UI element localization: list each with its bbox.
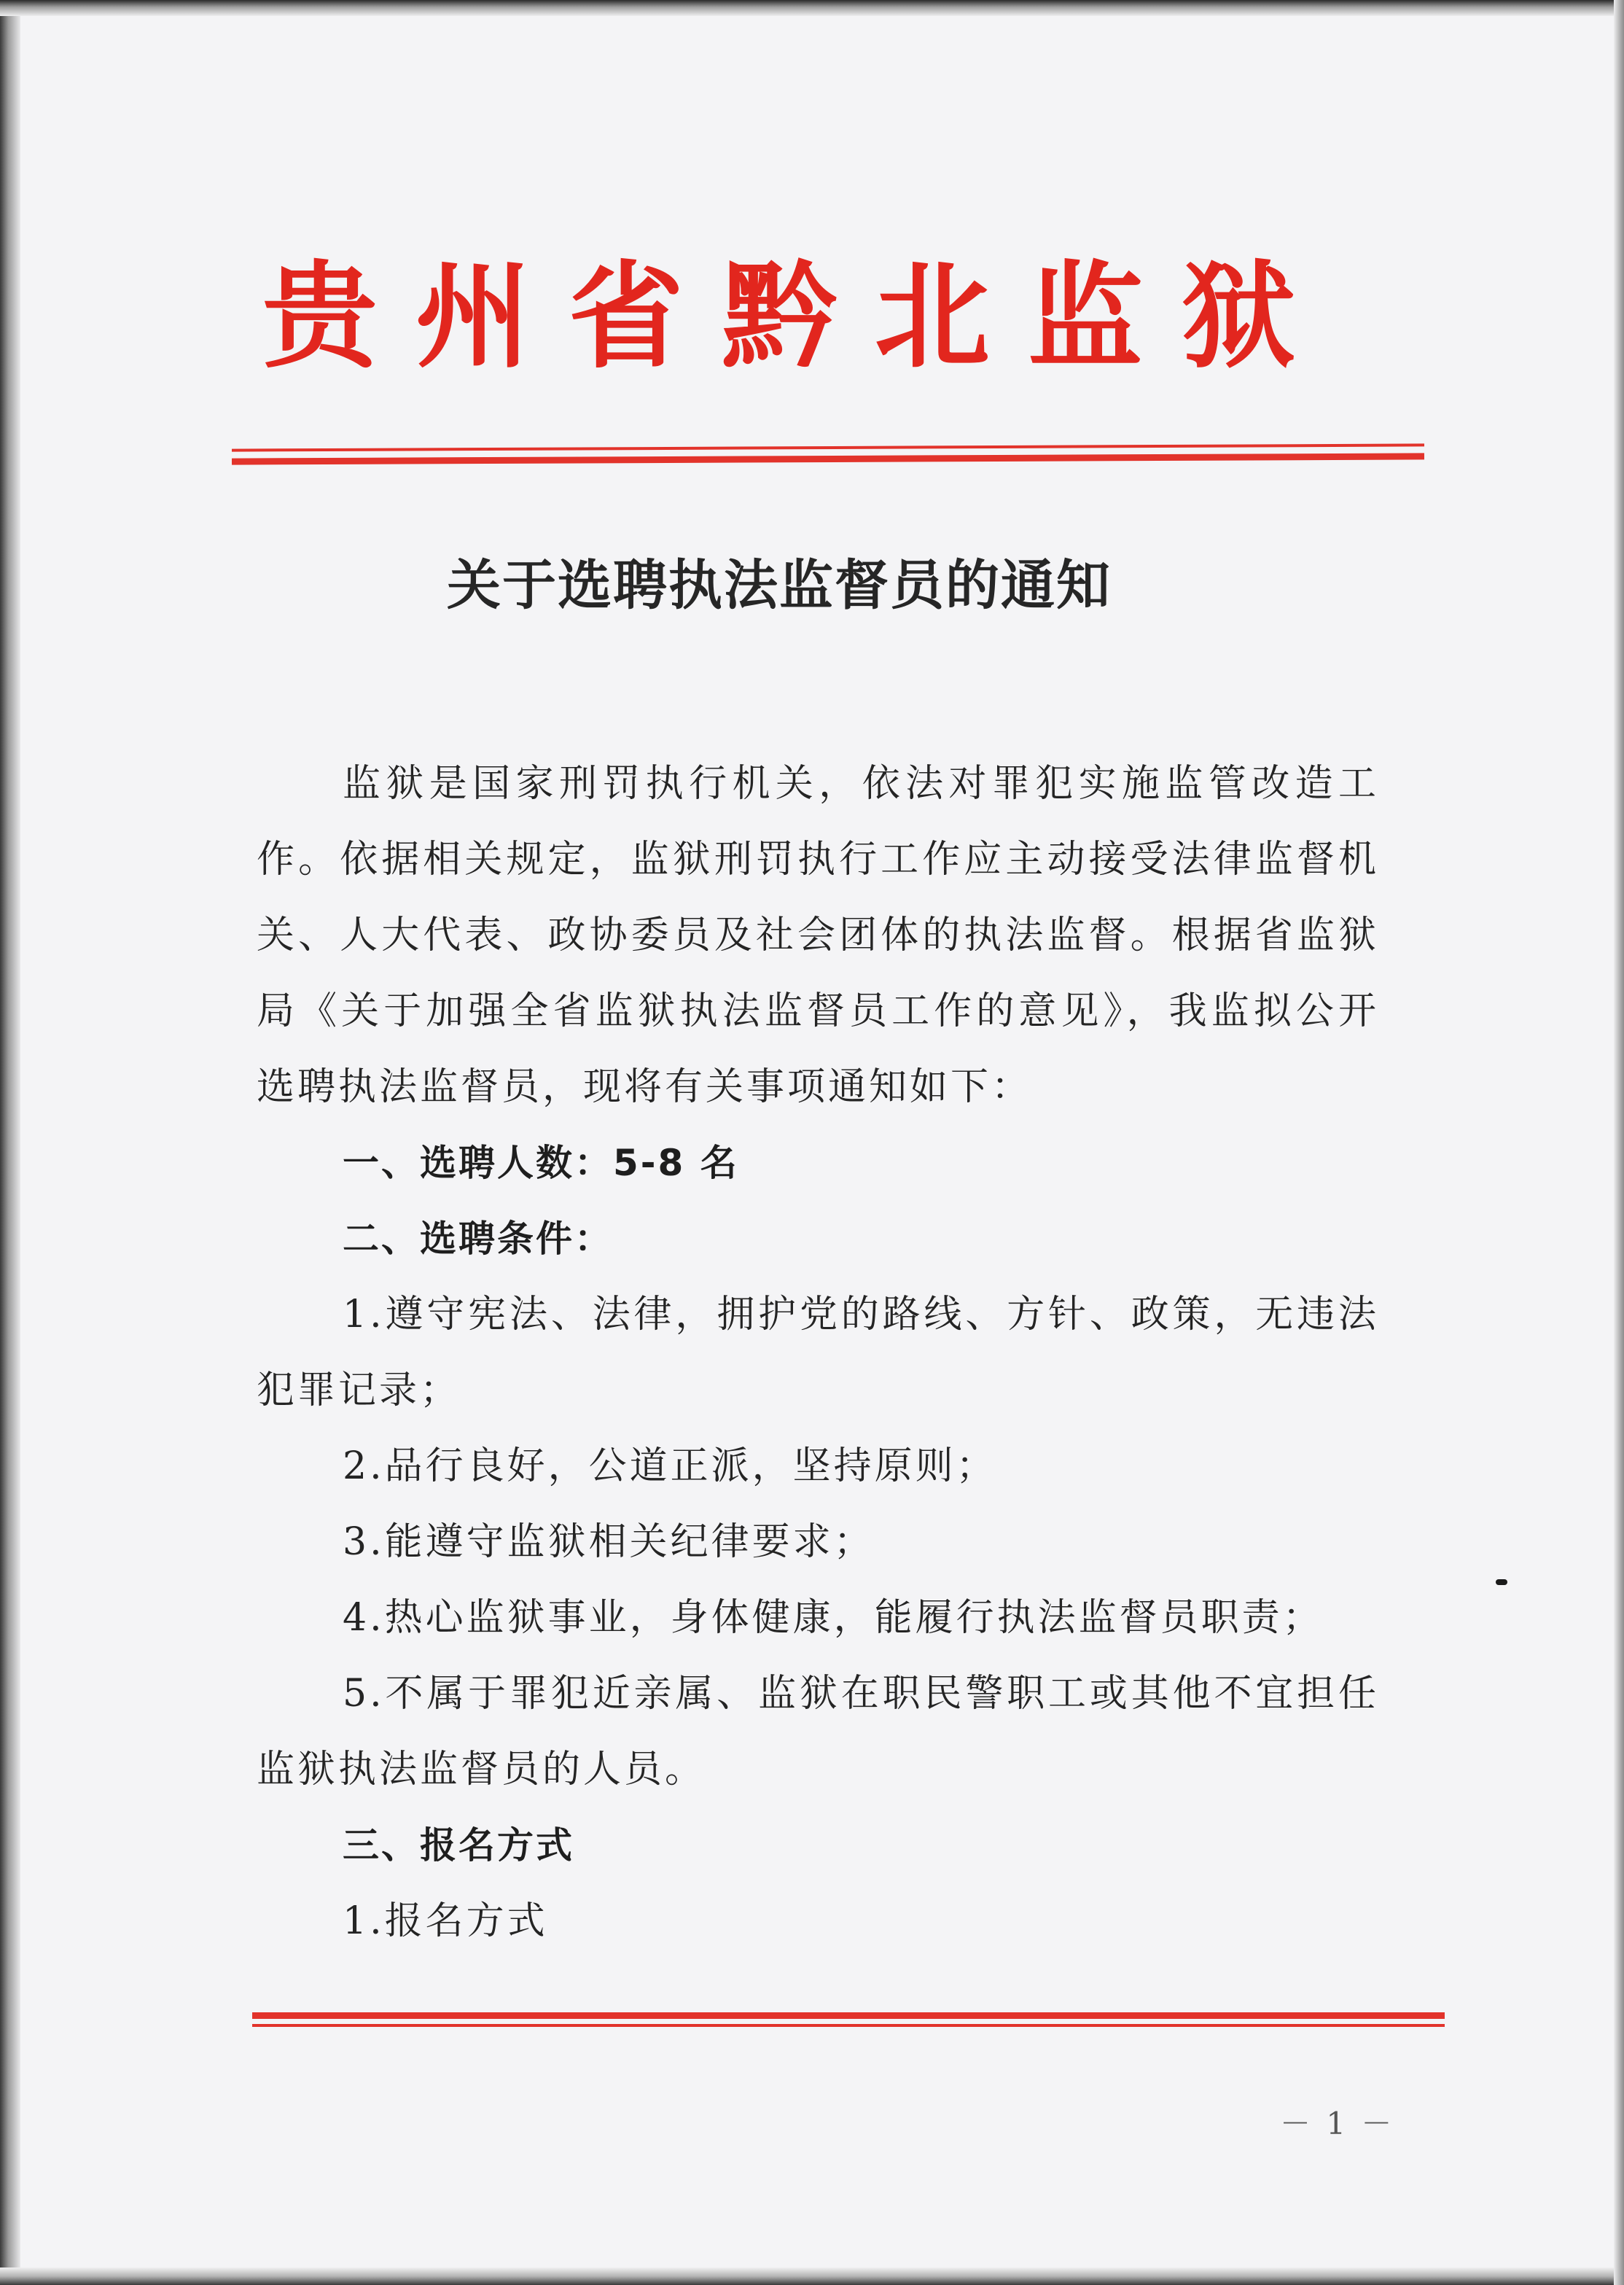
condition-item: 4.热心监狱事业，身体健康，能履行执法监督员职责； (343, 1596, 1324, 1640)
ink-speck (1496, 1579, 1507, 1585)
condition-item: 3.能遵守监狱相关纪律要求； (343, 1520, 875, 1564)
section-2-heading: 二、选聘条件： (343, 1218, 613, 1260)
page-edge-top (0, 0, 1624, 16)
header-rule-thin (232, 443, 1424, 451)
section-3-item: 1.报名方式 (343, 1899, 548, 1943)
footer-rule-bottom (252, 2024, 1445, 2027)
letterhead-org-name: 贵州省黔北监狱 (262, 249, 1334, 384)
footer-rule-top (252, 2012, 1445, 2019)
condition-item: 5.不属于罪犯近亲属、监狱在职民警职工或其他不宜担任监狱执法监督员的人员。 (257, 1672, 1379, 1791)
document-body (257, 746, 1379, 1959)
page-edge-bottom (0, 2268, 1624, 2285)
condition-item: 1.遵守宪法、法律，拥护党的路线、方针、政策，无违法犯罪记录； (257, 1293, 1379, 1412)
section-3-heading: 三、报名方式 (343, 1824, 574, 1866)
page-edge-right (1614, 0, 1624, 2285)
condition-item: 2.品行良好，公道正派，坚持原则； (343, 1444, 997, 1488)
page-edge-left (0, 0, 20, 2285)
document-title: 关于选聘执法监督员的通知 (447, 554, 1112, 617)
header-rule-thick (232, 453, 1424, 464)
section-1-heading: 一、选聘人数：5-8 名 (343, 1142, 739, 1184)
page-number: － 1 － (1280, 2106, 1395, 2141)
intro-paragraph: 监狱是国家刑罚执行机关，依法对罪犯实施监管改造工作。依据相关规定，监狱刑罚执行工作应主动接受法律监督机关、人大代表、政协委员及社会团体的执法监督。根据省监狱局《关于加强全省监狱执法监督员工作的意见》，我监拟公开选聘执法监督员，现将有关事项通知如下： (257, 762, 1379, 1109)
